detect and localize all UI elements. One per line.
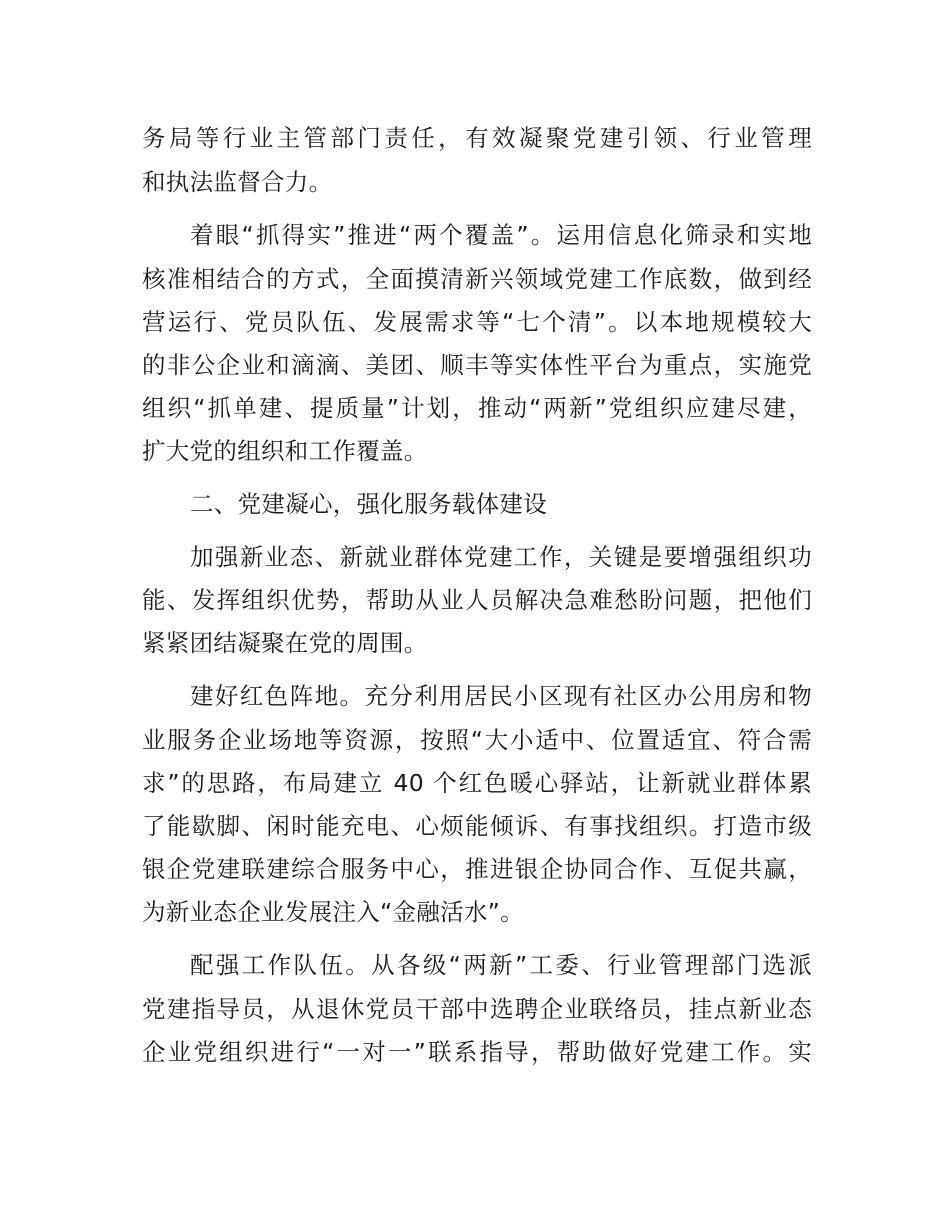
text-line: 和执法监督合力。 [142, 168, 333, 196]
text-line: 组织“抓单建、提质量”计划，推动“两新”党组织应建尽建， [142, 394, 812, 422]
text-line: 党建指导员，从退休党员干部中选聘企业联络员，挂点新业态 [142, 995, 812, 1023]
text-line: 的非公企业和滴滴、美团、顺丰等实体性平台为重点，实施党 [142, 351, 812, 379]
text-line: 加强新业态、新就业群体党建工作，关键是要增强组织功 [190, 543, 812, 571]
text-line: 了能歇脚、闲时能充电、心烦能倾诉、有事找组织。打造市级 [142, 812, 812, 840]
paragraph-heading-line: 着眼“抓得实”推进“两个覆盖”。运用信息化筛录和实地 [190, 221, 812, 249]
text-line: 银企党建联建综合服务中心，推进银企协同合作、互促共赢， [142, 855, 812, 883]
text-line: 企业党组织进行“一对一”联系指导，帮助做好党建工作。实 [142, 1038, 812, 1066]
text-line: 紧紧团结凝聚在党的周围。 [142, 629, 428, 657]
paragraph-heading-line: 配强工作队伍。从各级“两新”工委、行业管理部门选派 [190, 951, 812, 979]
text-line: 能、发挥组织优势，帮助从业人员解决急难愁盼问题，把他们 [142, 586, 812, 614]
text-line: 业服务企业场地等资源，按照“大小适中、位置适宜、符合需 [142, 726, 812, 754]
text-line: 务局等行业主管部门责任，有效凝聚党建引领、行业管理 [142, 124, 812, 152]
text-line: 核准相结合的方式，全面摸清新兴领域党建工作底数，做到经 [142, 265, 812, 293]
paragraph-heading-line: 建好红色阵地。充分利用居民小区现有社区办公用房和物 [190, 682, 812, 710]
text-line: 营运行、党员队伍、发展需求等“七个清”。以本地规模较大 [142, 308, 812, 336]
text-line: 扩大党的组织和工作覆盖。 [142, 437, 428, 465]
text-line: 求”的思路，布局建立 40 个红色暖心驿站，让新就业群体累 [142, 769, 812, 797]
text-line: 为新业态企业发展注入“金融活水”。 [142, 898, 524, 926]
section-heading: 二、党建凝心，强化服务载体建设 [190, 490, 547, 518]
